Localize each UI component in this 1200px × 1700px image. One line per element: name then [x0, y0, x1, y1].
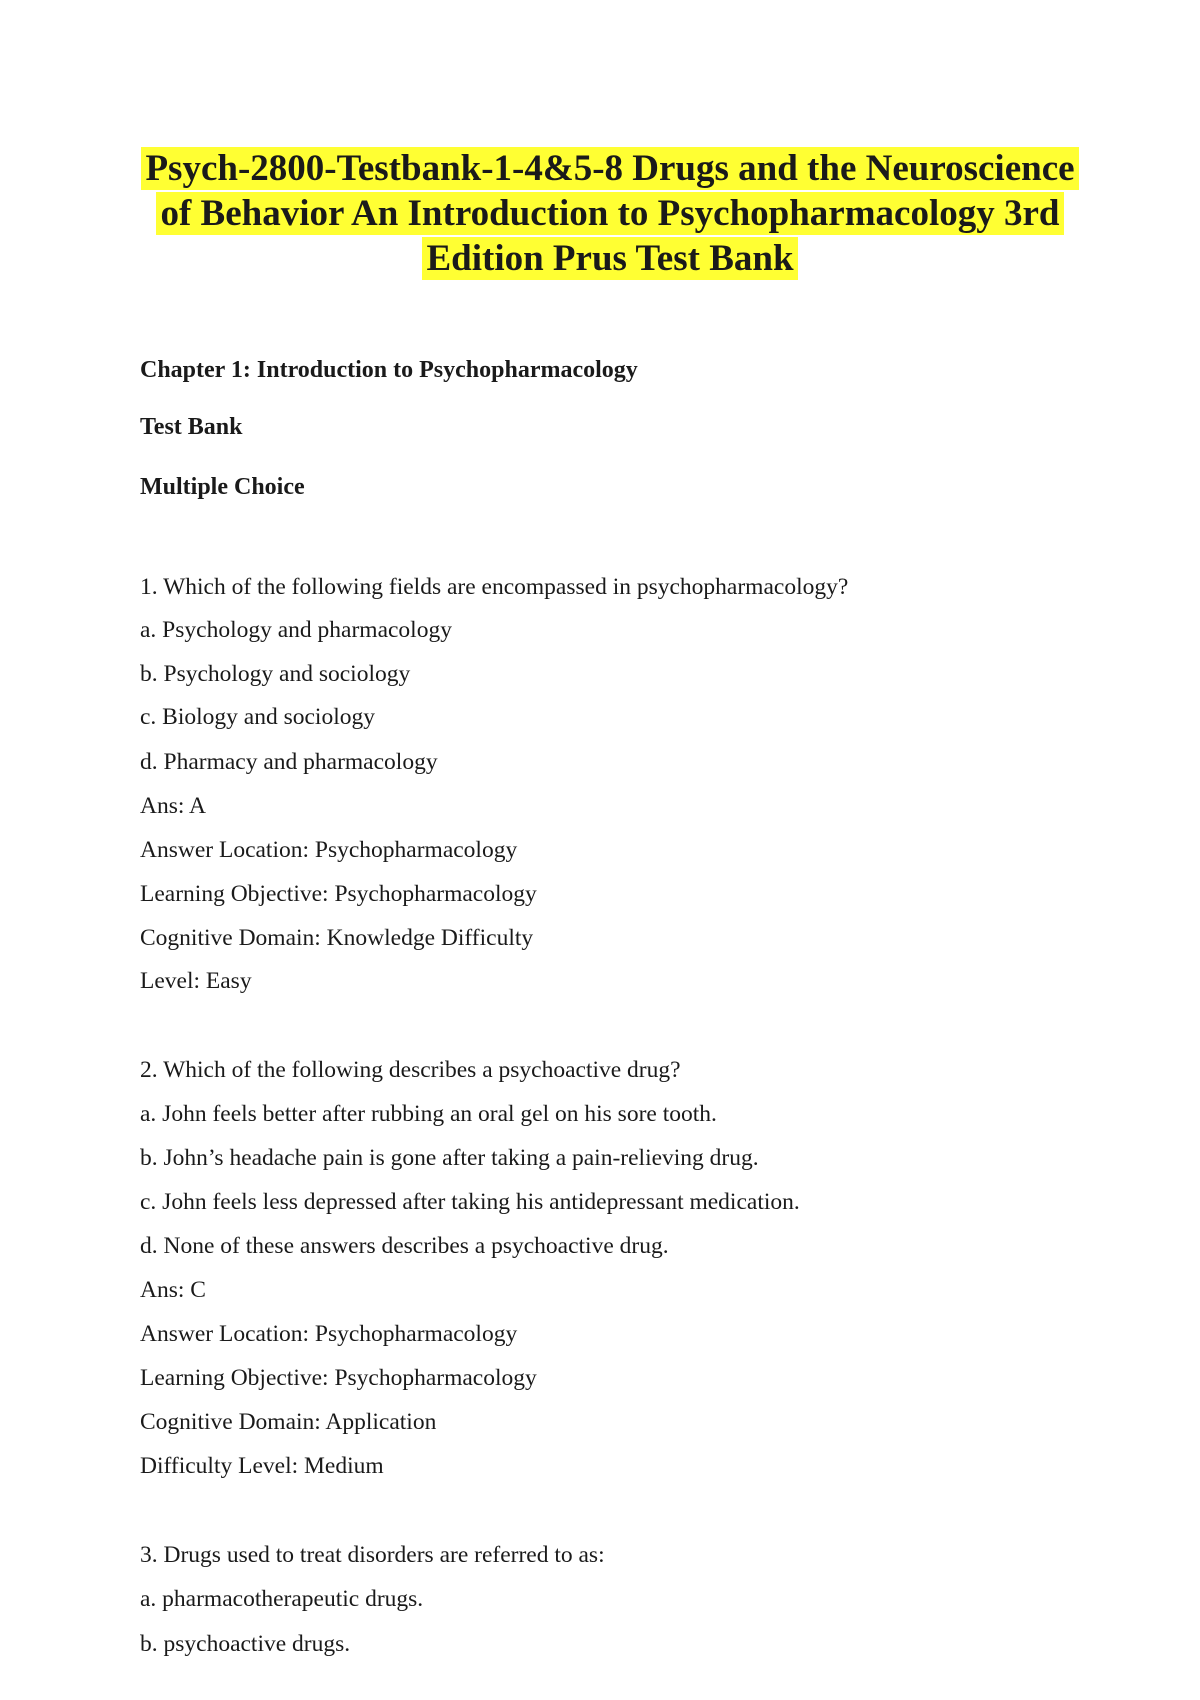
answer-option-b: b. psychoactive drugs.	[140, 1631, 351, 1657]
cognitive-domain: Cognitive Domain: Application	[140, 1409, 437, 1435]
difficulty-level: Difficulty Level: Medium	[140, 1453, 384, 1479]
answer-location: Answer Location: Psychopharmacology	[140, 1321, 518, 1347]
chapter-heading: Chapter 1: Introduction to Psychopharmacology	[140, 357, 638, 383]
answer-option-c: c. John feels less depressed after taking his antidepressant medication.	[140, 1189, 800, 1215]
learning-objective: Learning Objective: Psychopharmacology	[140, 881, 537, 907]
answer-option-b: b. Psychology and sociology	[140, 661, 411, 687]
title-line-1: Psych-2800-Testbank-1-4&5-8 Drugs and the Neuroscience	[141, 147, 1078, 190]
answer-option-b: b. John’s headache pain is gone after taking a pain-relieving drug.	[140, 1145, 759, 1171]
question-stem: 2. Which of the following describes a psychoactive drug?	[140, 1057, 681, 1083]
difficulty-level: Level: Easy	[140, 968, 252, 994]
answer-option-a: a. pharmacotherapeutic drugs.	[140, 1586, 424, 1612]
document-title	[140, 146, 1080, 281]
answer-key: Ans: A	[140, 793, 206, 819]
answer-key: Ans: C	[140, 1277, 206, 1303]
answer-option-c: c. Biology and sociology	[140, 704, 375, 730]
answer-location: Answer Location: Psychopharmacology	[140, 837, 518, 863]
title-line-3: Edition Prus Test Bank	[422, 237, 797, 280]
learning-objective: Learning Objective: Psychopharmacology	[140, 1365, 537, 1391]
cognitive-domain: Cognitive Domain: Knowledge Difficulty	[140, 925, 534, 951]
title-line-2: of Behavior An Introduction to Psychopharmacology 3rd	[156, 192, 1063, 235]
answer-option-a: a. Psychology and pharmacology	[140, 617, 452, 643]
question-stem: 3. Drugs used to treat disorders are referred to as:	[140, 1542, 605, 1568]
answer-option-d: d. None of these answers describes a psychoactive drug.	[140, 1233, 669, 1259]
answer-option-a: a. John feels better after rubbing an oral gel on his sore tooth.	[140, 1101, 717, 1127]
multiple-choice-heading: Multiple Choice	[140, 474, 305, 500]
question-stem: 1. Which of the following fields are encompassed in psychopharmacology?	[140, 574, 849, 600]
test-bank-heading: Test Bank	[140, 414, 243, 440]
answer-option-d: d. Pharmacy and pharmacology	[140, 749, 438, 775]
